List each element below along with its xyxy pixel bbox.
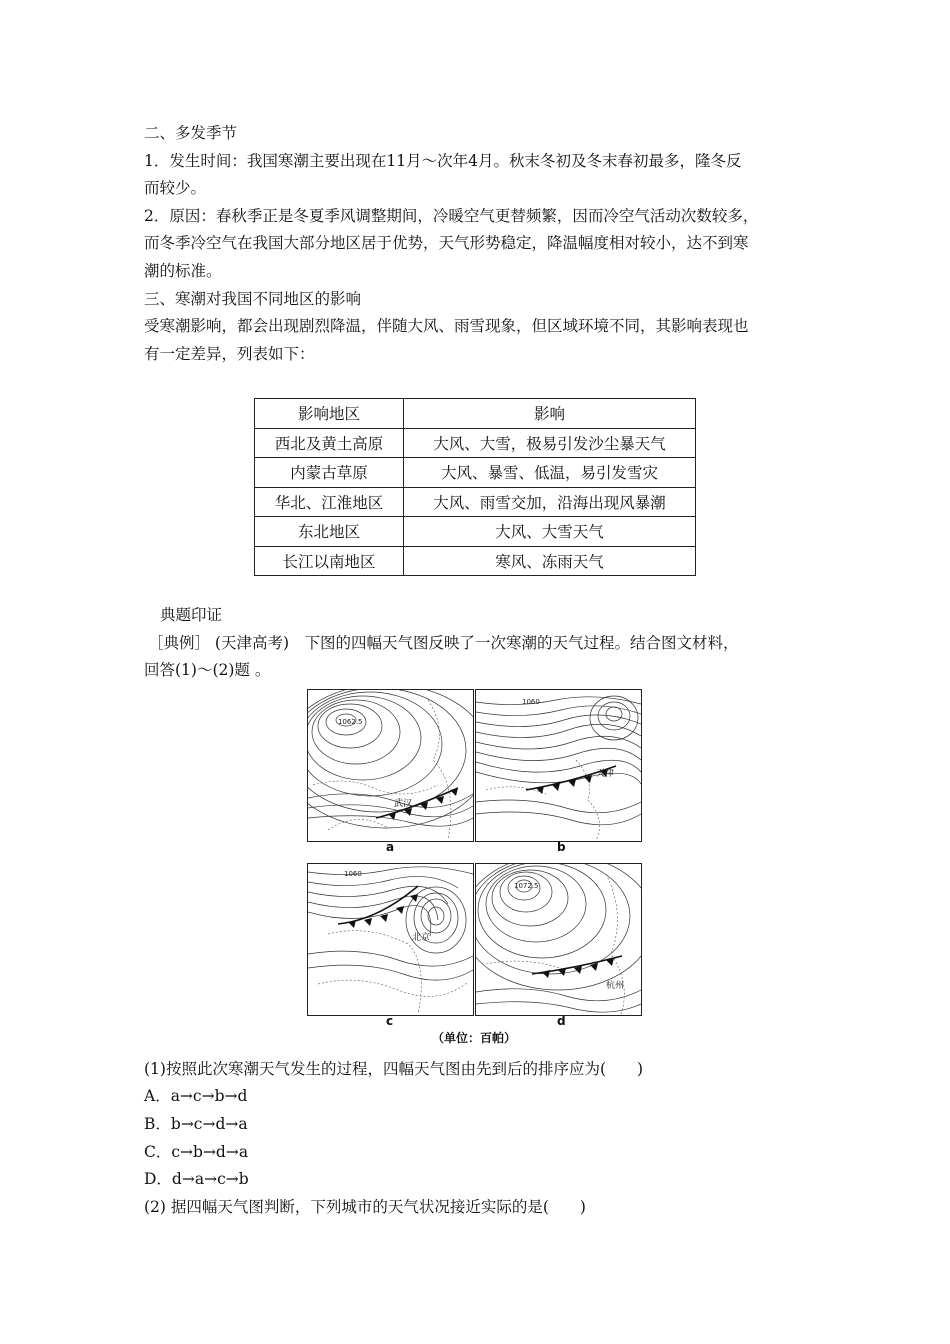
question-1-option-d: D．d→a→c→b [144,1170,249,1188]
table-cell-impact: 大风、大雪天气 [404,517,696,547]
example-title: 典题印证 [160,606,223,624]
table-row [255,487,696,517]
table-cell-impact: 寒风、冻雨天气 [404,546,696,576]
table-cell-impact: 大风、暴雪、低温，易引发雪灾 [404,458,696,488]
weather-map-c [307,863,474,1016]
pressure-label-a: 1062.5 [338,718,363,726]
table-cell-region: 华北、江淮地区 [255,487,404,517]
example-intro-line1: ［典例］ (天津高考) 下图的四幅天气图反映了一次寒潮的天气过程。结合图文材料， [148,634,739,652]
pressure-label-d: 1072.5 [514,882,539,890]
table-row [255,546,696,576]
city-label-tianjin: 天津 [596,769,615,779]
section2-paragraph1-line2: 而较少。 [144,179,207,197]
weather-map-d [475,863,642,1016]
section3-heading: 三、寒潮对我国不同地区的影响 [144,290,362,308]
city-label-wuhan: 武汉 [394,799,413,809]
table-cell-impact: 大风、雨雪交加，沿海出现风暴潮 [404,487,696,517]
pressure-label-c: 1060 [344,870,362,878]
section2-paragraph2-line3: 潮的标准。 [144,262,222,280]
pressure-label-b: 1060 [522,698,540,706]
city-label-beijing: 北京 [412,933,431,943]
table-row [255,458,696,488]
section2-heading: 二、多发季节 [144,124,238,142]
table-header: 影响 [404,399,696,429]
weather-maps-figure [306,688,642,1048]
weather-map-a [307,689,474,842]
table-cell-impact: 大风、大雪，极易引发沙尘暴天气 [404,428,696,458]
impact-table [254,398,696,576]
table-cell-region: 东北地区 [255,517,404,547]
table-header: 影响地区 [255,399,404,429]
weather-map-b [475,689,642,842]
table-header-row [255,399,696,429]
table-cell-region: 西北及黄土高原 [255,428,404,458]
table-cell-region: 内蒙古草原 [255,458,404,488]
map-label-d: d [557,1014,566,1028]
question-2: (2) 据四幅天气图判断，下列城市的天气状况接近实际的是( ) [144,1198,586,1216]
question-1-option-c: C．c→b→d→a [144,1143,249,1161]
map-label-b: b [557,840,566,854]
question-1-option-b: B．b→c→d→a [144,1115,248,1133]
section3-paragraph-line1: 受寒潮影响，都会出现剧烈降温，伴随大风、雨雪现象，但区域环境不同，其影响表现也 [144,317,749,335]
table-cell-region: 长江以南地区 [255,546,404,576]
map-label-a: a [386,840,395,854]
question-1-option-a: A．a→c→b→d [144,1087,248,1105]
example-intro-line2: 回答(1)～(2)题 。 [144,661,271,679]
table-row [255,428,696,458]
section2-paragraph1-line1: 1．发生时间：我国寒潮主要出现在11月～次年4月。秋末冬初及冬末春初最多，隆冬反 [144,152,742,170]
section2-paragraph2-line1: 2．原因：春秋季正是冬夏季风调整期间，冷暖空气更替频繁，因而冷空气活动次数较多， [144,207,759,225]
question-1: (1)按照此次寒潮天气发生的过程，四幅天气图由先到后的排序应为( ) [144,1060,644,1078]
map-unit-caption: （单位：百帕） [431,1031,516,1045]
section3-paragraph-line2: 有一定差异，列表如下： [144,345,315,363]
map-label-c: c [386,1014,394,1028]
table-row [255,517,696,547]
section2-paragraph2-line2: 而冬季冷空气在我国大部分地区居于优势，天气形势稳定，降温幅度相对较小，达不到寒 [144,234,749,252]
city-label-hangzhou: 杭州 [606,981,625,991]
